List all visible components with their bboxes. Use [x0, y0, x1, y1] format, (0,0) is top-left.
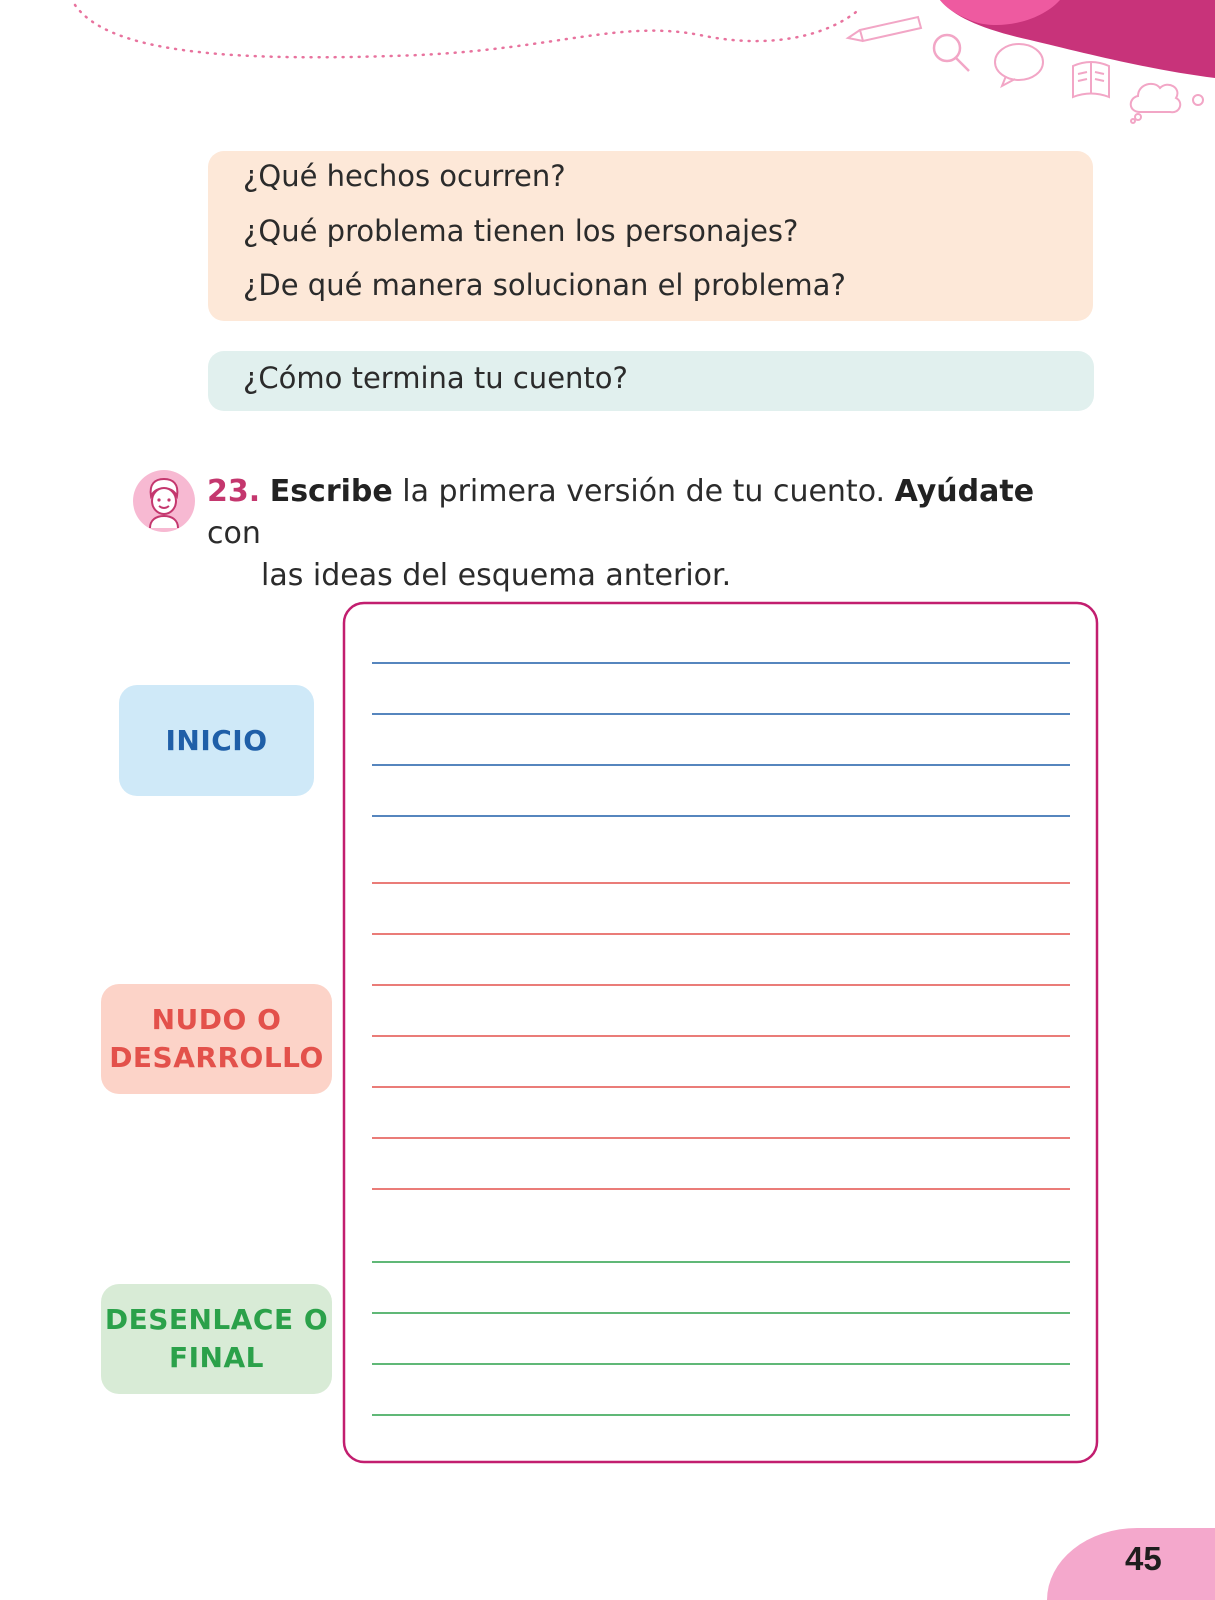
activity-instruction: [207, 471, 1097, 597]
header-decoration: [0, 0, 1215, 140]
writing-lines: [372, 663, 1070, 1415]
page-number-tab: [1047, 1528, 1215, 1600]
ending-question-box: [208, 351, 1094, 411]
label-nudo-text-1: NUDO O: [151, 1003, 282, 1036]
label-desenlace-text-2: FINAL: [169, 1341, 264, 1374]
ending-question: ¿Cómo termina tu cuento?: [243, 361, 628, 395]
label-nudo: [101, 984, 332, 1094]
thought-cloud-icon: [1131, 84, 1203, 123]
question-line: ¿Qué problema tienen los personajes?: [243, 214, 799, 248]
label-desenlace: [101, 1284, 332, 1394]
instruction-text-1: la primera versión de tu cuento.: [392, 474, 895, 509]
magnifier-icon: [934, 35, 969, 71]
label-desenlace-text-1: DESENLACE O: [104, 1303, 329, 1336]
instruction-line-2: las ideas del esquema anterior.: [261, 558, 732, 593]
page-number: 45: [1125, 1540, 1162, 1577]
label-inicio-text: INICIO: [165, 723, 268, 757]
student-avatar-icon: [133, 470, 195, 532]
question-line: ¿Qué hechos ocurren?: [243, 159, 566, 193]
book-icon: [1073, 62, 1109, 97]
instruction-verb-1: Escribe: [269, 474, 393, 509]
instruction-verb-2: Ayúdate: [894, 474, 1035, 509]
label-nudo-text-2: DESARROLLO: [109, 1041, 324, 1074]
question-line: ¿De qué manera solucionan el problema?: [243, 268, 846, 302]
speech-bubble-icon: [995, 44, 1043, 86]
pencil-icon: [848, 17, 921, 41]
instruction-text-2: con: [207, 516, 261, 551]
writing-frame: [344, 603, 1097, 1462]
activity-number: 23.: [207, 474, 261, 509]
questions-box: [208, 151, 1093, 321]
label-inicio: [119, 685, 314, 796]
